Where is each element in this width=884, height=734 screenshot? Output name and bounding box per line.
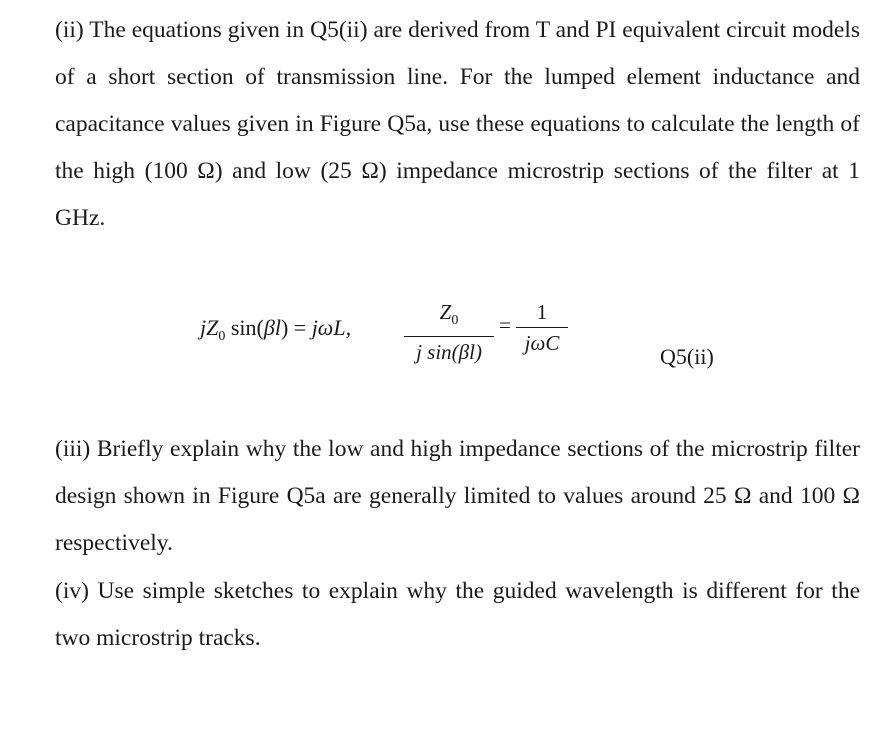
question-part-iii: (iii) Briefly explain why the low and high impedance sections of the microstrip filter design shown in Figure Q5a are generally limited to values around 25 Ω and 100 Ω respectively. <box>55 436 860 556</box>
fraction-z0-over-jsin <box>404 300 494 364</box>
equals-sign: = <box>499 313 511 337</box>
eq-z: Z <box>206 315 219 340</box>
fraction-one-over-jwc <box>516 300 568 355</box>
eq-jwl: jωL, <box>311 315 352 340</box>
eq-beta-l: βl <box>263 315 281 340</box>
fraction-numerator <box>404 300 494 333</box>
question-part-iv: (iv) Use simple sketches to explain why the guided wavelength is different for the two microstrip tracks. <box>55 578 860 651</box>
equation-inductance <box>200 315 351 345</box>
eq-j: j <box>200 315 207 340</box>
fraction-bar <box>516 327 568 328</box>
eq-sin: sin( <box>225 315 264 340</box>
eq-close: ) = <box>280 315 312 340</box>
fraction-bar <box>404 336 494 337</box>
frac-z: Z <box>439 300 452 324</box>
question-part-ii: (ii) The equations given in Q5(ii) are derived from T and PI equivalent circuit models of a short section of transmission line. For the lumped element inductance and capacitance values given in Figure Q5a, use these equations to calculate the length of the high (100 Ω) and low (25 Ω) impedance microstrip sections of the filter at 1 GHz. <box>55 17 860 231</box>
eq-z-subscript: 0 <box>218 329 226 344</box>
equation-label: Q5(ii) <box>660 344 714 369</box>
frac-z-subscript: 0 <box>451 313 459 328</box>
fraction-denominator: jωC <box>524 331 560 356</box>
fraction-numerator: 1 <box>536 300 548 324</box>
fraction-denominator: j sin(βl) <box>416 340 482 365</box>
